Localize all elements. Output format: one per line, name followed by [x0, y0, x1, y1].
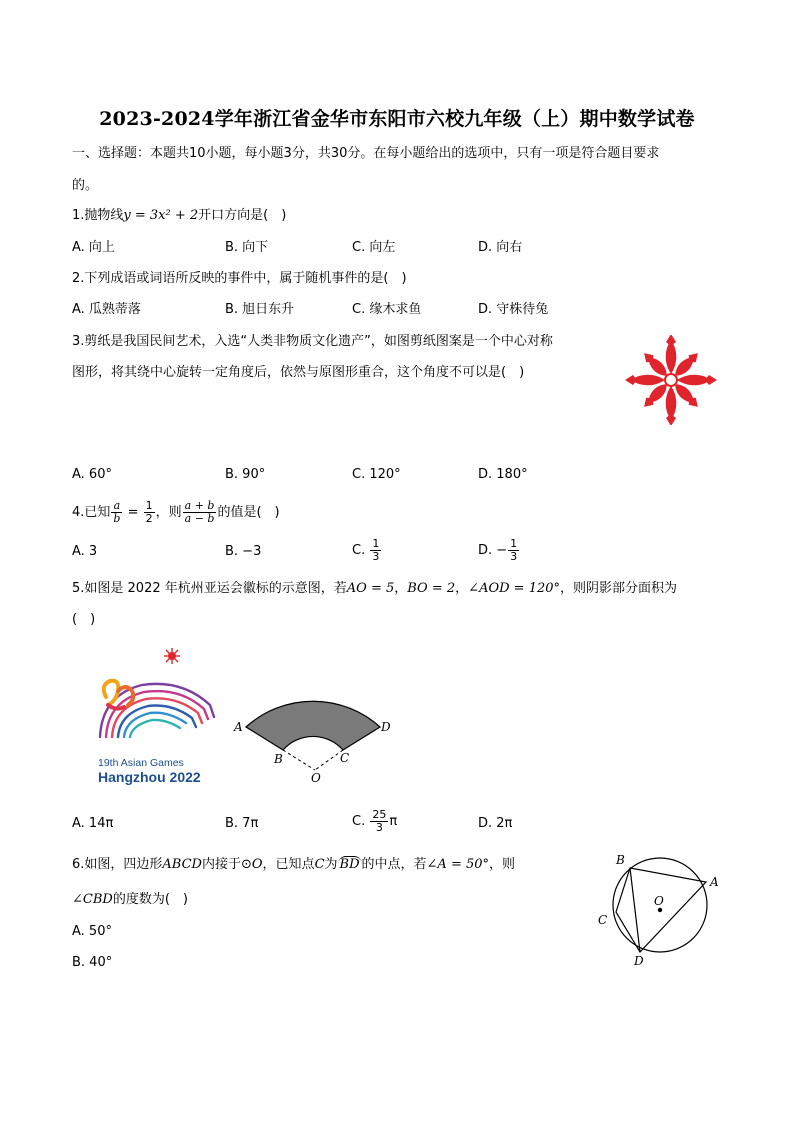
- label-a: A: [234, 720, 243, 734]
- q4-option-d: [478, 536, 520, 566]
- question-5-line2: ( ): [72, 612, 96, 627]
- q6-option-b: B. 40°: [72, 955, 113, 970]
- q2-option-d: D. 守株待兔: [478, 302, 549, 317]
- q3-option-a: A. 60°: [72, 467, 112, 482]
- q1-formula: y = 3x² + 2: [123, 208, 199, 223]
- paper-cut-figure: [622, 335, 720, 425]
- q4-prefix: 4.已知: [72, 505, 111, 520]
- q3-option-d: D. 180°: [478, 467, 528, 482]
- q5-angle: ∠AOD = 120°: [468, 581, 561, 596]
- label-b: B: [274, 752, 283, 766]
- q2-option-a: A. 瓜熟蒂落: [72, 302, 141, 317]
- q6-prefix: 6.如图，四边形: [72, 857, 163, 872]
- q6-quad: ABCD: [162, 857, 202, 872]
- paper-cut-arrow-tip: [625, 375, 637, 385]
- q4-fraction-a-b: [111, 500, 122, 525]
- q4-f1-den: b: [113, 512, 121, 525]
- q6-suffix: ，则: [489, 857, 516, 872]
- q2-option-c: C. 缘木求鱼: [352, 302, 422, 317]
- q4-option-b: B. −3: [225, 544, 262, 559]
- label-d: D: [381, 720, 391, 734]
- q3-option-c: C. 120°: [352, 467, 401, 482]
- q5-option-d: D. 2π: [478, 816, 513, 831]
- q4-middle: ，则: [155, 505, 182, 520]
- q4-fraction-sum-diff: [183, 500, 217, 525]
- q1-option-b: B. 向下: [225, 240, 269, 255]
- q6-option-a: A. 50°: [72, 924, 112, 939]
- q6-o: O: [251, 857, 263, 872]
- q5-option-c-fraction: [370, 809, 388, 834]
- q6-arc: BD: [339, 857, 360, 872]
- logo-text-line1: 19th Asian Games: [98, 757, 184, 769]
- q6-cbd: ∠CBD: [72, 892, 113, 907]
- question-1: [72, 207, 286, 225]
- q5-ao: AO = 5: [346, 581, 395, 596]
- q4-d-den: 3: [510, 550, 518, 563]
- q4-option-c: [352, 536, 382, 566]
- q6-angle: ∠A = 50°: [426, 857, 490, 872]
- q4-suffix: 的值是( ): [217, 505, 280, 520]
- inscribed-quadrilateral-figure: [594, 848, 728, 970]
- circle-label-o: O: [654, 894, 664, 908]
- q4-d-num: 1: [510, 537, 518, 550]
- q3-option-b: B. 90°: [225, 467, 266, 482]
- q5-prefix: 5.如图是 2022 年杭州亚运会徽标的示意图，若: [72, 581, 347, 596]
- page-title: 2023-2024学年浙江省金华市东阳市六校九年级（上）期中数学试卷: [99, 108, 695, 130]
- circle-label-b: B: [616, 853, 625, 867]
- q5-bo: BO = 2: [407, 581, 456, 596]
- circle-label-d: D: [634, 954, 644, 968]
- q6-c: C: [314, 857, 325, 872]
- label-o: O: [311, 771, 321, 785]
- q1-prefix: 1.抛物线: [72, 208, 124, 223]
- q4-f2-den: 2: [145, 512, 153, 525]
- q5-suffix: ，则阴影部分面积为: [560, 581, 678, 596]
- q1-suffix: 开口方向是( ): [198, 208, 287, 223]
- q6-mid4: 的中点，若: [361, 857, 427, 872]
- q5-option-a: A. 14π: [72, 816, 114, 831]
- question-2: 2.下列成语或词语所反映的事件中，属于随机事件的是( ): [72, 271, 407, 286]
- q1-option-a: A. 向上: [72, 240, 115, 255]
- q5-c-tail: π: [389, 814, 398, 829]
- question-3-line1: 3.剪纸是我国民间艺术，入选“人类非物质文化遗产”，如图剪纸图案是一个中心对称: [72, 334, 553, 349]
- logo-text-line2: Hangzhou 2022: [98, 769, 201, 785]
- question-5-line1: 5.如图是 2022 年杭州亚运会徽标的示意图，若AO = 5，BO = 2，∠AOD = 120°，则阴影部分面积为: [72, 581, 678, 596]
- question-6-line1: [72, 856, 515, 874]
- q6-line2-suffix: 的度数为( ): [112, 892, 188, 907]
- q4-option-c-fraction: [370, 538, 381, 563]
- q5-option-c-label: C.: [352, 814, 366, 829]
- q4-option-a: A. 3: [72, 544, 98, 559]
- question-3-line2: 图形，将其绕中心旋转一定角度后，依然与原图形重合，这个角度不可以是( ): [72, 365, 525, 380]
- q4-option-d-fraction: [508, 538, 519, 563]
- q4-f3-num: a + b: [184, 499, 215, 512]
- q5-c-num: 25: [372, 808, 387, 821]
- q5-option-b: B. 7π: [225, 816, 259, 831]
- q6-mid3: 为: [324, 857, 338, 872]
- asian-games-logo: [86, 645, 226, 787]
- logo-sun-icon: [164, 648, 180, 664]
- shaded-ring-sector-figure: [228, 678, 400, 788]
- q1-option-c: C. 向左: [352, 240, 396, 255]
- q5-c-den: 3: [375, 821, 383, 834]
- shaded-region: [246, 701, 380, 750]
- paper-cut-arrow-tip: [666, 335, 676, 346]
- q4-fraction-1-2: [144, 500, 155, 525]
- paper-cut-arrow-tip: [705, 375, 717, 385]
- circle-label-a: A: [710, 875, 719, 889]
- q5-option-c: [352, 806, 397, 838]
- circle-label-c: C: [598, 913, 608, 927]
- q4-f2-num: 1: [145, 499, 153, 512]
- q4-c-den: 3: [372, 550, 380, 563]
- section-heading-line1: 一、选择题：本题共10小题，每小题3分，共30分。在每小题给出的选项中，只有一项是符合题目要求: [72, 146, 660, 161]
- q4-option-c-label: C.: [352, 543, 366, 558]
- section-heading-line2: 的。: [72, 178, 99, 193]
- paper-cut-arrow-tip: [666, 414, 676, 425]
- q6-mid1: 内接于⊙: [201, 857, 252, 872]
- question-6-line2: [72, 891, 188, 909]
- q4-f3-den: a − b: [184, 512, 215, 525]
- q4-f1-num: a: [111, 500, 122, 513]
- q1-option-d: D. 向右: [478, 240, 523, 255]
- label-c: C: [340, 751, 350, 765]
- q2-option-b: B. 旭日东升: [225, 302, 295, 317]
- q4-c-num: 1: [372, 537, 380, 550]
- q4-equals: =: [127, 505, 139, 520]
- q4-option-d-label: D. −: [478, 543, 508, 558]
- question-4: [72, 500, 280, 526]
- q6-mid2: ，已知点: [262, 857, 315, 872]
